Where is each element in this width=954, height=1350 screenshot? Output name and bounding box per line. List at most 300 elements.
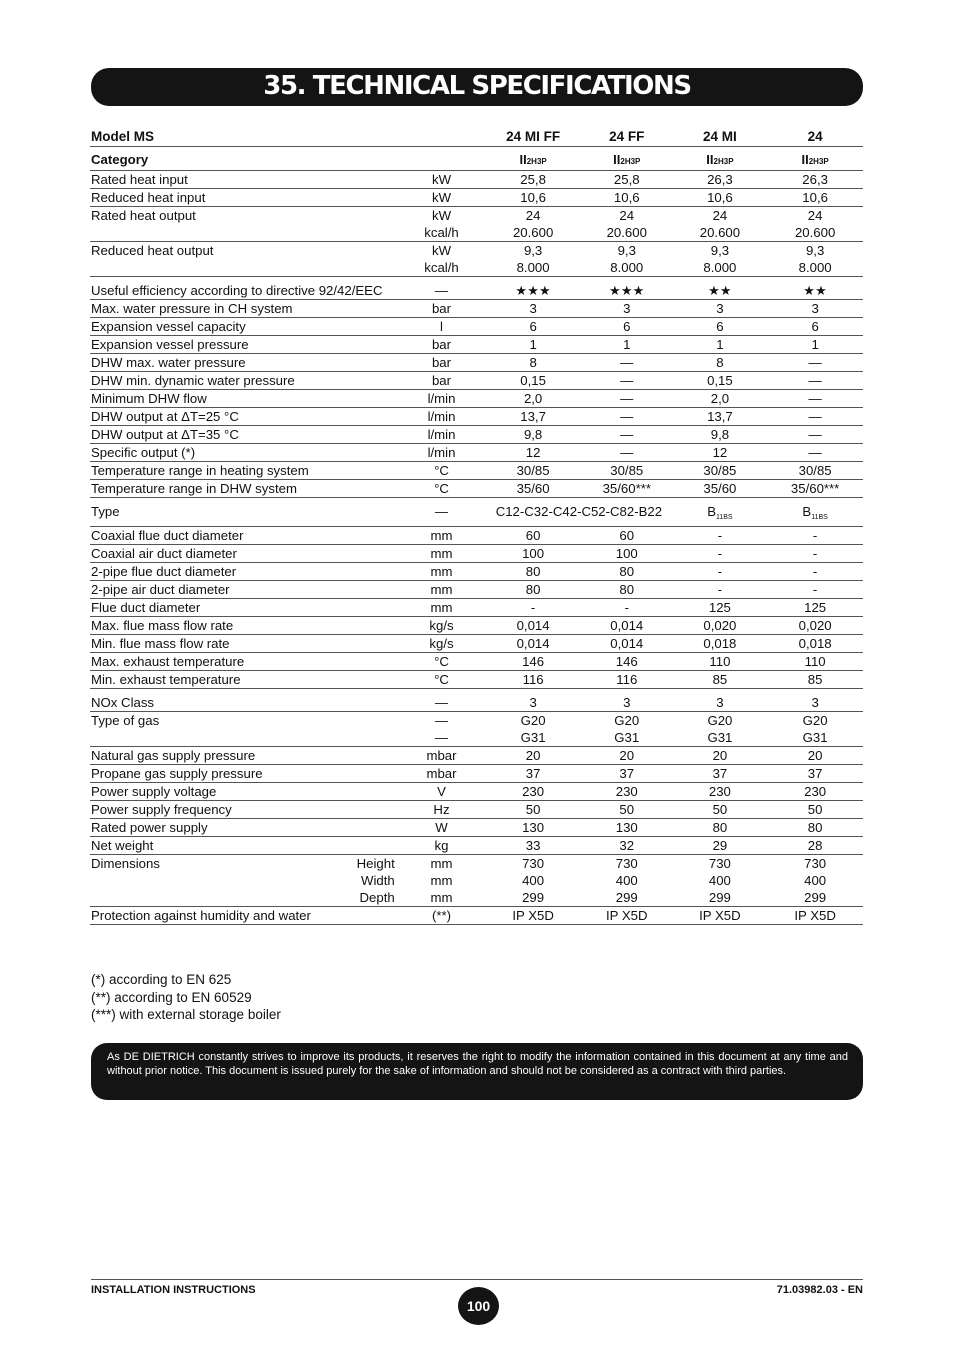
- unit-text: bar: [431, 373, 452, 388]
- value-text: —: [620, 445, 634, 460]
- row-value: [581, 189, 673, 207]
- table-row: [90, 354, 863, 372]
- value-text: IP X5D: [699, 908, 741, 923]
- unit-text: kg/s: [429, 618, 454, 633]
- value-text: 3: [716, 301, 724, 316]
- category-row: [90, 147, 863, 171]
- row-value: [485, 354, 581, 372]
- row-value: [485, 712, 581, 747]
- table-row: [90, 801, 863, 819]
- unit-text: bar: [431, 337, 452, 352]
- row-label: 2-pipe flue duct diameter: [90, 563, 398, 581]
- value-text: IP X5D: [605, 908, 648, 923]
- row-value: [673, 747, 768, 765]
- value-text: 37: [525, 766, 541, 781]
- row-unit: [398, 671, 486, 689]
- type-b-main: B: [707, 504, 716, 519]
- value-text: —: [808, 355, 822, 370]
- value-text: 9,3: [523, 243, 543, 258]
- unit-text: kW: [431, 208, 452, 223]
- row-unit: [398, 277, 486, 300]
- unit-text: mm: [430, 890, 453, 905]
- value-text: 8.000: [610, 260, 644, 275]
- unit-text: l: [440, 319, 443, 334]
- row-value: [581, 801, 673, 819]
- row-value: [485, 819, 581, 837]
- value-text: —: [620, 427, 634, 442]
- unit-text: mm: [430, 546, 453, 561]
- value-text: 24: [807, 208, 823, 223]
- value-text: 24: [525, 208, 541, 223]
- value-text: 400: [615, 873, 638, 888]
- value-text: 33: [525, 838, 541, 853]
- value-text: 8: [716, 355, 724, 370]
- value-text: 100: [615, 546, 638, 561]
- row-value: [485, 207, 581, 242]
- row-value: [485, 390, 581, 408]
- row-value: [767, 426, 863, 444]
- row-unit: [398, 318, 486, 336]
- value-text: 30/85: [516, 463, 550, 478]
- value-text: 50: [525, 802, 541, 817]
- row-value: [581, 635, 673, 653]
- value-text: 146: [615, 654, 638, 669]
- unit-text: mm: [430, 600, 453, 615]
- value-text: 20.600: [699, 225, 741, 240]
- value-text: 1: [811, 337, 819, 352]
- footnotes: [91, 971, 281, 1024]
- row-value: [673, 545, 768, 563]
- row-value: [581, 277, 673, 300]
- value-text: 130: [615, 820, 638, 835]
- table-row: [90, 599, 863, 617]
- row-value: [673, 426, 768, 444]
- unit-text: mm: [430, 528, 453, 543]
- row-value: [767, 563, 863, 581]
- value-text: 37: [619, 766, 635, 781]
- row-unit: [398, 545, 486, 563]
- row-unit: [398, 689, 486, 712]
- value-text: 0,018: [703, 636, 737, 651]
- row-value: [767, 855, 863, 907]
- row-value: [581, 372, 673, 390]
- value-text: 0,014: [610, 636, 644, 651]
- value-text: 37: [807, 766, 823, 781]
- row-value: [767, 801, 863, 819]
- table-row: [90, 819, 863, 837]
- row-label: Minimum DHW flow: [90, 390, 398, 408]
- value-text: -: [812, 546, 818, 561]
- value-text: -: [812, 564, 818, 579]
- row-value: [767, 837, 863, 855]
- value-text: 130: [522, 820, 545, 835]
- row-value: [673, 599, 768, 617]
- row-unit: [398, 207, 486, 242]
- row-value: [485, 480, 581, 498]
- model-name: 24 FF: [581, 127, 673, 147]
- row-label: Max. flue mass flow rate: [90, 617, 398, 635]
- row-value: [767, 444, 863, 462]
- table-header-row: [90, 127, 863, 147]
- value-text: —: [808, 427, 822, 442]
- row-label: Rated heat input: [90, 171, 398, 189]
- row-label: Min. exhaust temperature: [90, 671, 398, 689]
- value-text: 299: [804, 890, 827, 905]
- row-value: [581, 907, 673, 925]
- row-value: [581, 336, 673, 354]
- row-unit: [398, 581, 486, 599]
- row-value: [485, 581, 581, 599]
- value-text: 2,0: [710, 391, 730, 406]
- value-text: 146: [522, 654, 545, 669]
- unit-text: mm: [430, 856, 453, 871]
- unit-text: °C: [434, 463, 449, 478]
- row-value: [673, 318, 768, 336]
- unit-text: Hz: [433, 802, 450, 817]
- row-value: [767, 783, 863, 801]
- value-text: 26,3: [802, 172, 828, 187]
- value-text: 125: [804, 600, 827, 615]
- spec-table: [90, 127, 863, 925]
- value-text: 20: [712, 748, 728, 763]
- type-value-b: [767, 498, 863, 527]
- row-unit: [398, 783, 486, 801]
- row-value: [767, 545, 863, 563]
- row-value: [673, 336, 768, 354]
- row-value: [485, 837, 581, 855]
- row-value: [767, 527, 863, 545]
- value-text: 3: [623, 301, 631, 316]
- row-value: [485, 599, 581, 617]
- row-unit: [398, 563, 486, 581]
- row-value: [581, 747, 673, 765]
- row-label: Rated power supply: [90, 819, 398, 837]
- value-text: —: [620, 373, 634, 388]
- value-text: 0,018: [798, 636, 832, 651]
- value-text: G31: [520, 730, 546, 745]
- row-value: [673, 617, 768, 635]
- value-text: 125: [708, 600, 731, 615]
- table-row: [90, 545, 863, 563]
- row-value: [767, 599, 863, 617]
- unit-text: kg: [434, 838, 449, 853]
- row-label: Net weight: [90, 837, 398, 855]
- page-number: 100: [458, 1287, 499, 1325]
- row-label: Min. flue mass flow rate: [90, 635, 398, 653]
- row-value: [673, 689, 768, 712]
- value-text: 730: [804, 856, 827, 871]
- footnote: (***) with external storage boiler: [91, 1007, 281, 1022]
- value-text: 60: [525, 528, 541, 543]
- value-text: 35/60***: [602, 481, 651, 496]
- value-text: 13,7: [707, 409, 733, 424]
- row-value: [673, 372, 768, 390]
- row-value: [673, 480, 768, 498]
- value-text: 6: [811, 319, 819, 334]
- table-row: [90, 300, 863, 318]
- row-value: [767, 581, 863, 599]
- value-text: 110: [804, 654, 826, 669]
- row-value: [767, 189, 863, 207]
- value-text: —: [620, 409, 634, 424]
- row-value: [485, 318, 581, 336]
- unit-text: W: [435, 820, 448, 835]
- row-label: Coaxial air duct diameter: [90, 545, 398, 563]
- category-value: II2H3P: [767, 147, 863, 171]
- row-label: Flue duct diameter: [90, 599, 398, 617]
- row-unit: [398, 635, 486, 653]
- unit-text: —: [434, 730, 449, 745]
- value-text: 8.000: [703, 260, 737, 275]
- row-unit: [398, 408, 486, 426]
- unit-text: mm: [430, 873, 453, 888]
- value-text: —: [620, 391, 634, 406]
- table-row: [90, 617, 863, 635]
- table-row: [90, 408, 863, 426]
- row-value: [767, 462, 863, 480]
- row-value: [673, 819, 768, 837]
- row-unit: [398, 819, 486, 837]
- table-row: [90, 635, 863, 653]
- row-label: Max. exhaust temperature: [90, 653, 398, 671]
- table-row: [90, 563, 863, 581]
- table-row: [90, 444, 863, 462]
- unit-text: °C: [434, 672, 449, 687]
- row-value: [581, 171, 673, 189]
- row-value: [485, 855, 581, 907]
- value-text: 3: [716, 695, 724, 710]
- unit-text: °C: [434, 481, 449, 496]
- table-row: [90, 426, 863, 444]
- value-text: 30/85: [798, 463, 832, 478]
- value-text: 3: [623, 695, 631, 710]
- type-value-b: [673, 498, 768, 527]
- row-unit: [398, 426, 486, 444]
- row-value: [485, 653, 581, 671]
- table-row: [90, 390, 863, 408]
- row-value: [767, 242, 863, 277]
- value-text: 80: [525, 564, 541, 579]
- row-unit: [398, 300, 486, 318]
- row-label: Power supply voltage: [90, 783, 398, 801]
- row-label: 2-pipe air duct diameter: [90, 581, 398, 599]
- row-unit: [398, 171, 486, 189]
- row-label: Power supply frequency: [90, 801, 398, 819]
- value-text: -: [717, 546, 723, 561]
- row-label: NOx Class: [90, 689, 398, 712]
- table-row: [90, 671, 863, 689]
- value-text: -: [717, 582, 723, 597]
- value-text: 1: [623, 337, 631, 352]
- value-text: 20: [525, 748, 541, 763]
- value-text: 80: [525, 582, 541, 597]
- value-text: 60: [619, 528, 635, 543]
- value-text: 9,3: [805, 243, 825, 258]
- value-text: 30/85: [610, 463, 644, 478]
- row-value: [673, 563, 768, 581]
- value-text: 0,014: [610, 618, 644, 633]
- value-text: 50: [712, 802, 728, 817]
- value-text: 37: [712, 766, 728, 781]
- value-text: G20: [520, 713, 546, 728]
- row-value: [767, 372, 863, 390]
- row-value: [767, 336, 863, 354]
- unit-text: mbar: [426, 766, 457, 781]
- row-unit: [398, 712, 486, 747]
- row-value: [673, 277, 768, 300]
- row-value: [767, 617, 863, 635]
- row-unit: [398, 336, 486, 354]
- table-row: [90, 689, 863, 712]
- value-text: 0,020: [703, 618, 737, 633]
- unit-text: °C: [434, 654, 449, 669]
- value-text: 80: [807, 820, 823, 835]
- value-text: 35/60: [703, 481, 737, 496]
- row-value: [485, 689, 581, 712]
- model-name: 24 MI FF: [485, 127, 581, 147]
- row-value: [673, 671, 768, 689]
- value-text: 20.600: [606, 225, 647, 240]
- value-text: G31: [614, 730, 640, 745]
- row-label: Expansion vessel capacity: [90, 318, 398, 336]
- dimension-name: Height: [356, 856, 395, 871]
- row-value: [673, 837, 768, 855]
- row-value: [581, 462, 673, 480]
- row-value: [581, 689, 673, 712]
- value-text: 20: [619, 748, 635, 763]
- value-text: 80: [619, 564, 635, 579]
- unit-text: —: [434, 695, 449, 710]
- unit-text: kcal/h: [424, 260, 459, 275]
- page-title: 35. TECHNICAL SPECIFICATIONS: [263, 71, 691, 101]
- value-text: 0,020: [798, 618, 832, 633]
- value-text: IP X5D: [794, 908, 836, 923]
- row-value: [767, 635, 863, 653]
- value-text: 35/60***: [790, 481, 840, 496]
- table-row: [90, 783, 863, 801]
- row-value: [767, 171, 863, 189]
- value-text: 6: [716, 319, 724, 334]
- row-value: [581, 819, 673, 837]
- row-value: [485, 747, 581, 765]
- row-unit: [398, 765, 486, 783]
- row-value: [581, 390, 673, 408]
- row-value: [581, 545, 673, 563]
- table-row: [90, 480, 863, 498]
- row-value: [485, 336, 581, 354]
- row-value: [767, 408, 863, 426]
- unit-text: l/min: [427, 445, 456, 460]
- row-value: [767, 318, 863, 336]
- value-text: 116: [616, 672, 638, 687]
- value-text: G20: [707, 713, 733, 728]
- category-label: Category: [90, 147, 485, 171]
- row-label: Natural gas supply pressure: [90, 747, 398, 765]
- row-unit: [398, 242, 486, 277]
- value-text: 730: [615, 856, 638, 871]
- row-value: [767, 653, 863, 671]
- row-unit: [398, 907, 486, 925]
- row-value: [581, 617, 673, 635]
- unit-text: kW: [431, 243, 452, 258]
- row-value: [767, 390, 863, 408]
- table-row: [90, 712, 863, 747]
- row-value: [485, 617, 581, 635]
- type-b-sub: 11BS: [811, 514, 828, 521]
- row-value: [581, 855, 673, 907]
- row-value: [485, 783, 581, 801]
- row-value: [581, 765, 673, 783]
- value-text: 12: [525, 445, 541, 460]
- protection-row: [90, 907, 863, 925]
- unit-text: kW: [431, 190, 452, 205]
- footer-divider: [91, 1279, 863, 1280]
- row-value: [581, 837, 673, 855]
- row-value: [767, 354, 863, 372]
- value-text: 0,014: [516, 618, 550, 633]
- row-value: [581, 527, 673, 545]
- value-text: -: [812, 582, 818, 597]
- unit-text: V: [437, 784, 446, 799]
- value-text: 26,3: [707, 172, 733, 187]
- value-text: 0,15: [707, 373, 733, 388]
- value-text: 0,15: [520, 373, 546, 388]
- value-text: 29: [712, 838, 728, 853]
- row-label: Useful efficiency according to directive 92/42/EEC: [90, 277, 398, 300]
- row-value: [767, 712, 863, 747]
- value-text: 730: [522, 856, 545, 871]
- row-value: [581, 563, 673, 581]
- row-value: [485, 408, 581, 426]
- value-text: G31: [802, 730, 828, 745]
- value-text: 100: [522, 546, 545, 561]
- row-value: [485, 372, 581, 390]
- row-unit: [398, 354, 486, 372]
- value-text: 0,014: [516, 636, 550, 651]
- table-row: [90, 653, 863, 671]
- unit-text: l/min: [427, 391, 456, 406]
- row-value: [673, 171, 768, 189]
- row-value: [673, 783, 768, 801]
- value-text: ★★: [803, 283, 827, 298]
- value-text: 9,8: [523, 427, 543, 442]
- row-value: [581, 581, 673, 599]
- row-value: [581, 599, 673, 617]
- value-text: G31: [707, 730, 733, 745]
- row-value: [673, 635, 768, 653]
- value-text: —: [808, 445, 822, 460]
- table-row: [90, 581, 863, 599]
- row-value: [673, 653, 768, 671]
- footer-doc-code: 71.03982.03 - EN: [776, 1284, 863, 1296]
- value-text: 10,6: [707, 190, 733, 205]
- row-value: [485, 545, 581, 563]
- table-row: [90, 171, 863, 189]
- row-value: [485, 635, 581, 653]
- row-value: [581, 426, 673, 444]
- value-text: 6: [529, 319, 537, 334]
- value-text: 299: [615, 890, 638, 905]
- table-row: [90, 318, 863, 336]
- table-row: [90, 372, 863, 390]
- row-value: [673, 242, 768, 277]
- value-text: 116: [522, 672, 544, 687]
- row-value: [673, 444, 768, 462]
- unit-text: l/min: [427, 427, 456, 442]
- type-value-ff: C12-C32-C42-C52-C82-B22: [485, 498, 672, 527]
- unit-text: mbar: [426, 748, 457, 763]
- unit-text: —: [434, 713, 449, 728]
